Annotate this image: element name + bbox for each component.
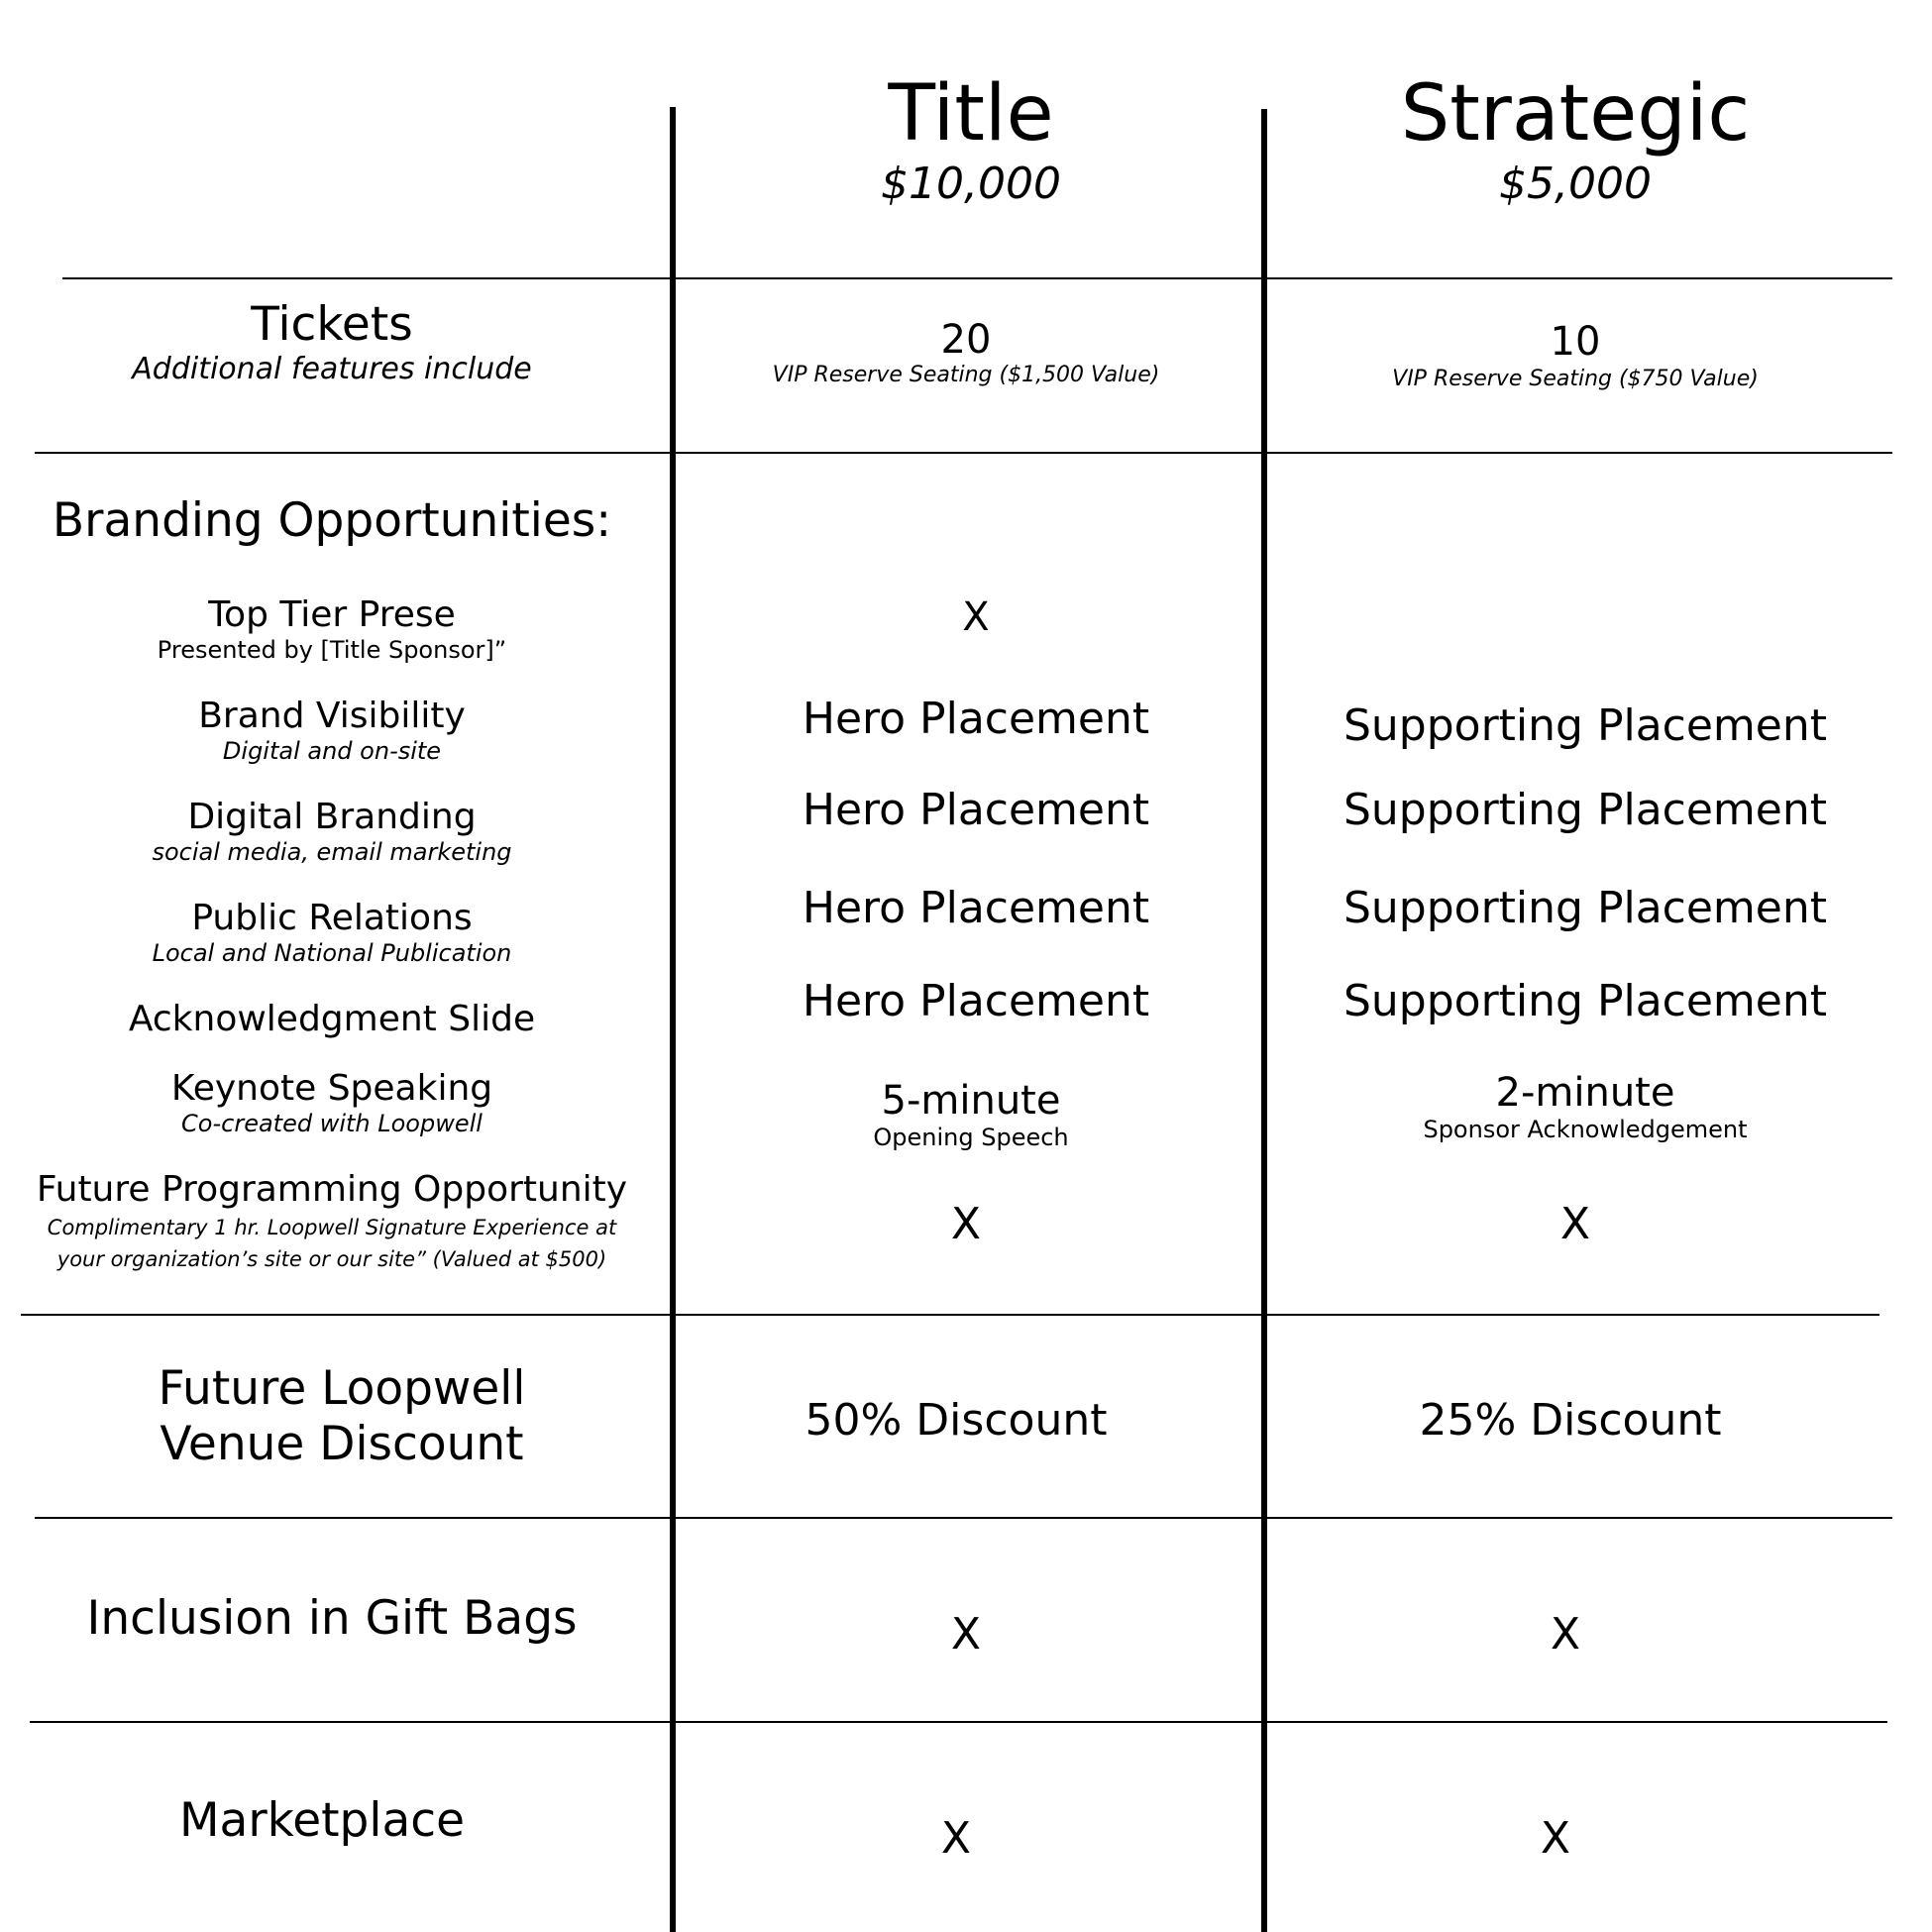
branding-heading: Branding Opportunities: (52, 493, 612, 548)
tickets-label-cell (40, 297, 624, 386)
tickets-strategic-detail: VIP Reserve Seating ($750 Value) (1392, 367, 1759, 391)
venue-discount-label: Future Loopwell Venue Discount (158, 1361, 526, 1471)
gift-bags-title: X (950, 1609, 982, 1660)
branding-row-label: Future Programming Opportunity Complimentary 1 hr. Loopwell Signature Experience at your organization’s site or our site” (Valued at $500) (36, 1169, 628, 1271)
tickets-strategic-count: 10 (1550, 319, 1601, 365)
row-divider (21, 1314, 1879, 1316)
gift-bags-strategic: X (1550, 1609, 1581, 1660)
branding-title-value: 5-minute Opening Speech (873, 1078, 1069, 1151)
tickets-title-cell (674, 317, 1258, 388)
branding-title-value: Hero Placement (802, 785, 1150, 835)
tickets-title-count: 20 (940, 317, 992, 363)
tickets-strategic-cell (1268, 319, 1882, 392)
row-divider (35, 452, 1892, 454)
row-divider (62, 277, 1892, 279)
venue-discount-strategic: 25% Discount (1419, 1395, 1722, 1446)
venue-discount-title: 50% Discount (805, 1395, 1108, 1446)
branding-row-label: Public Relations Local and National Publication (152, 898, 512, 967)
marketplace-strategic: X (1540, 1813, 1571, 1864)
row-divider (30, 1721, 1887, 1723)
branding-strategic-value: 2-minute Sponsor Acknowledgement (1423, 1070, 1748, 1143)
branding-title-value: Hero Placement (802, 694, 1150, 744)
tier-name-title: Title (888, 69, 1054, 159)
branding-row-label: Acknowledgment Slide (128, 999, 536, 1039)
branding-row-label: Digital Branding social media, email marketing (152, 797, 512, 866)
branding-row-label: Top Tier Prese Presented by [Title Sponsor]” (157, 594, 507, 664)
tier-name-strategic: Strategic (1400, 69, 1751, 159)
tier-header-strategic (1268, 69, 1882, 210)
tier-price-strategic: $5,000 (1499, 159, 1652, 209)
row-divider (35, 1517, 1892, 1519)
branding-strategic-value: Supporting Placement (1342, 700, 1828, 751)
branding-title-value: X (962, 594, 990, 640)
gift-bags-label: Inclusion in Gift Bags (86, 1591, 578, 1646)
branding-strategic-value: Supporting Placement (1342, 976, 1828, 1026)
tickets-sub: Additional features include (132, 352, 532, 386)
branding-row-label: Brand Visibility Digital and on-site (198, 696, 466, 765)
branding-row-label: Keynote Speaking Co-created with Loopwell (170, 1068, 493, 1137)
branding-strategic-value: Supporting Placement (1342, 883, 1828, 933)
branding-title-value: Hero Placement (802, 883, 1150, 933)
marketplace-title: X (940, 1813, 972, 1864)
tier-price-title: $10,000 (881, 159, 1061, 209)
branding-strategic-value: Supporting Placement (1342, 785, 1828, 835)
tier-header-title (674, 69, 1268, 210)
tickets-title-detail: VIP Reserve Seating ($1,500 Value) (772, 363, 1160, 387)
branding-title-value: Hero Placement (802, 976, 1150, 1026)
branding-strategic-value: X (1559, 1199, 1591, 1249)
branding-title-value: X (950, 1199, 982, 1249)
tickets-label: Tickets (251, 297, 413, 352)
marketplace-label: Marketplace (178, 1793, 465, 1848)
